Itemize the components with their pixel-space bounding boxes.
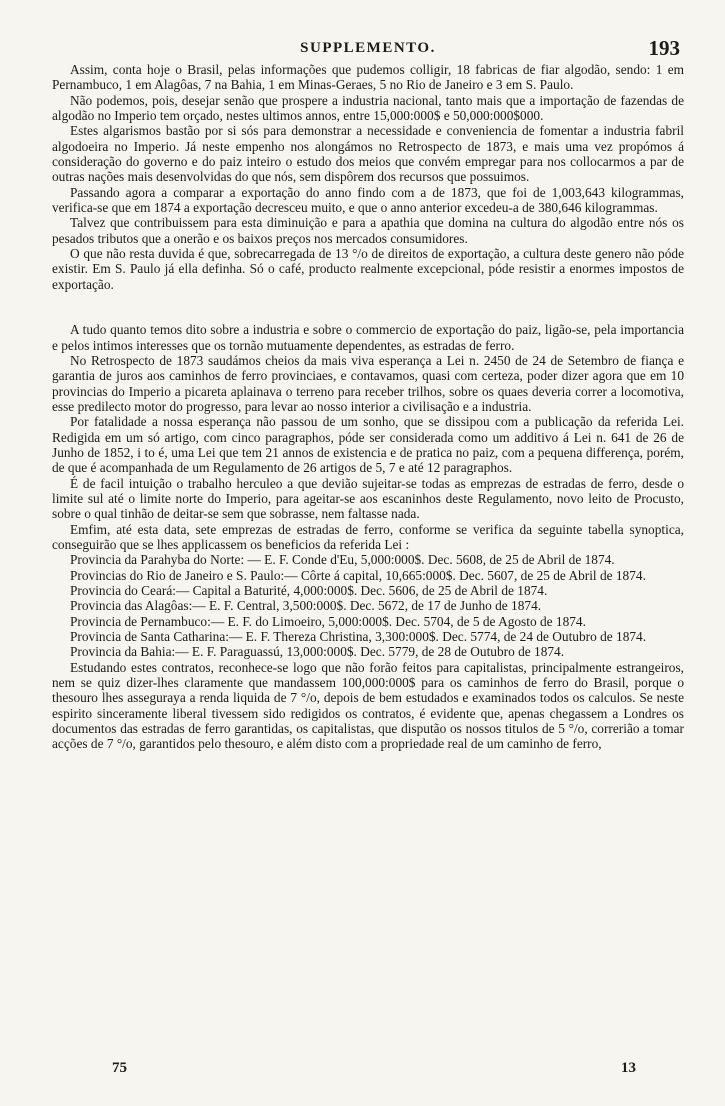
railway-entry: Provincia do Ceará:— Capital a Baturité, 4,000:000$. Dec. 5606, de 25 de Abril de 1874. xyxy=(70,583,548,598)
railway-entry: Provincia das Alagôas:— E. F. Central, 3,500:000$. Dec. 5672, de 17 de Junho de 1874. xyxy=(70,598,542,614)
page-header xyxy=(52,38,684,62)
paragraph: A tudo quanto temos dito sobre a industria e sobre o commercio de exportação do paiz, ligão-se, pela importancia e pelos intimos interesses que os tornão mutuamente dependentes, as estradas de ferro. xyxy=(52,322,684,353)
signature-mark-right: 13 xyxy=(621,1060,636,1076)
paragraph: Estudando estes contratos, reconhece-se logo que não forão feitos para capitalistas, principalmente estrangeiros, nem se quiz dizer-lhes claramente que mandassem 100,000:000$ para os caminhos de ferro do Brasil, porque o thesouro lhes asseguraya a renda liquida de 7 °/o, depois de bem estudados e examinados todos os calculos. Se neste espirito sinceramente liberal tivessem sido redigidos os contratos, é evidente que, apenas chegassem a Londres os documentos das estradas de ferro garantidas, os capitalistas, que disputão os nossos titulos de 5 °/o, correrião a tomar acções de 7 °/o, garantidos pelo thesouro, e além disto com a propriedade real de um caminho de ferro, xyxy=(52,659,684,752)
paragraph: É de facil intuição o trabalho herculeo a que devião sujeitar-se todas as emprezas de estradas de ferro, desde o limite sul até o limite norte do Imperio, para ageitar-se aos escaninhos deste Regulamento, novo leito de Procusto, sobre o qual tinhão de deitar-se sem que sobrasse, nem faltasse nada. xyxy=(52,475,684,522)
paragraph: No Retrospecto de 1873 saudámos cheios da mais viva esperança a Lei n. 2450 de 24 de Setembro de fiança e garantia de juros aos caminhos de ferro provinciaes, e contavamos, quasi com certeza, poder dizer agora que em 10 provincias do Imperio a picareta aplainava o terreno para receber trilhos, sobre os quaes deveria correr a locomotiva, esse predilecto motor do progresso, para levar ao nosso interior a civilisação e a industria. xyxy=(52,352,684,414)
paragraph: Passando agora a comparar a exportação do anno findo com a de 1873, que foi de 1,003,643 kilogrammas, verifica-se que em 1874 a exportação decresceu muito, e que o anno anterior excedeu-a de 380,646 kilogrammas. xyxy=(52,184,684,216)
section-railways xyxy=(52,322,684,752)
paragraph: Talvez que contribuissem para esta diminuição e para a apathia que domina na cultura do algodão entre nós os pesados tributos que a onerão e os baixos preços nos mercados consumidores. xyxy=(52,215,684,246)
railway-entry: Provincias do Rio de Janeiro e S. Paulo:— Côrte á capital, 10,665:000$. Dec. 5607, de 25 de Abril de 1874. xyxy=(70,567,646,583)
railway-entry: Provincia de Pernambuco:— E. F. do Limoeiro, 5,000:000$. Dec. 5704, de 5 de Agosto de 1874. xyxy=(70,613,586,629)
page-number: 193 xyxy=(648,36,680,60)
section-break xyxy=(52,292,684,322)
paragraph: Emfim, até esta data, sete emprezas de estradas de ferro, conforme se verifica da seguinte tabella synoptica, conseguirão que se lhes applicassem os beneficios da referida Lei : xyxy=(52,521,684,552)
railway-entry: Provincia da Bahia:— E. F. Paraguassú, 13,000:000$. Dec. 5779, de 28 de Outubro de 1874. xyxy=(70,644,565,660)
section-textile-industry xyxy=(52,62,684,292)
paragraph: Por fatalidade a nossa esperança não passou de um sonho, que se dissipou com a publicação da referida Lei. Redigida em um só artigo, com cinco paragraphos, póde ser considerada como um additivo á Lei n. 641 de 26 de Junho de 1852, i to é, uma Lei que tem 21 annos de existencia e de pratica no paiz, com a pequena differença, porém, de que é acompanhada de um Regulamento de 26 artigos de 5, 7 e até 12 paragraphos. xyxy=(52,414,684,476)
railway-entry: Provincia de Santa Catharina:— E. F. Thereza Christina, 3,300:000$. Dec. 5774, de 24 de Outubro de 1874. xyxy=(70,629,647,645)
railway-entry: Provincia da Parahyba do Norte: — E. F. Conde d'Eu, 5,000:000$. Dec. 5608, de 25 de Abril de 1874. xyxy=(70,552,615,568)
paragraph: Não podemos, pois, desejar senão que prospere a industria nacional, tanto mais que a importação de fazendas de algodão no Imperio tem orçado, nestes ultimos annos, entre 15,000:000$ e 50,000:000$000. xyxy=(52,92,684,124)
paragraph: Assim, conta hoje o Brasil, pelas informações que pudemos colligir, 18 fabricas de fiar algodão, sendo: 1 em Pernambuco, 1 em Alagôas, 7 na Bahia, 1 em Minas-Geraes, 5 no Rio de Janeiro e 3 em S. Paulo. xyxy=(52,62,684,93)
page xyxy=(52,38,684,752)
paragraph: O que não resta duvida é que, sobrecarregada de 13 °/o de direitos de exportação, a cultura deste genero não póde existir. Em S. Paulo já ella definha. Só o café, producto realmente excepcional, póde resistir a enormes impostos de exportação. xyxy=(52,246,684,292)
paragraph: Estes algarismos bastão por si sós para demonstrar a necessidade e conveniencia de fomentar a industria fabril algodoeira no Imperio. Já neste empenho nos alongámos no Retrospecto de 1873, e mais uma vez propómos á consideração do governo e do paiz inteiro o estudo dos meios que convém empregar para nos collocarmos a par de outras nações mais desenvolvidas do que nós, sem dispôrem dos recursos que possuimos. xyxy=(52,123,684,185)
running-title: SUPPLEMENTO. xyxy=(300,40,436,56)
signature-mark-left: 75 xyxy=(112,1060,127,1076)
